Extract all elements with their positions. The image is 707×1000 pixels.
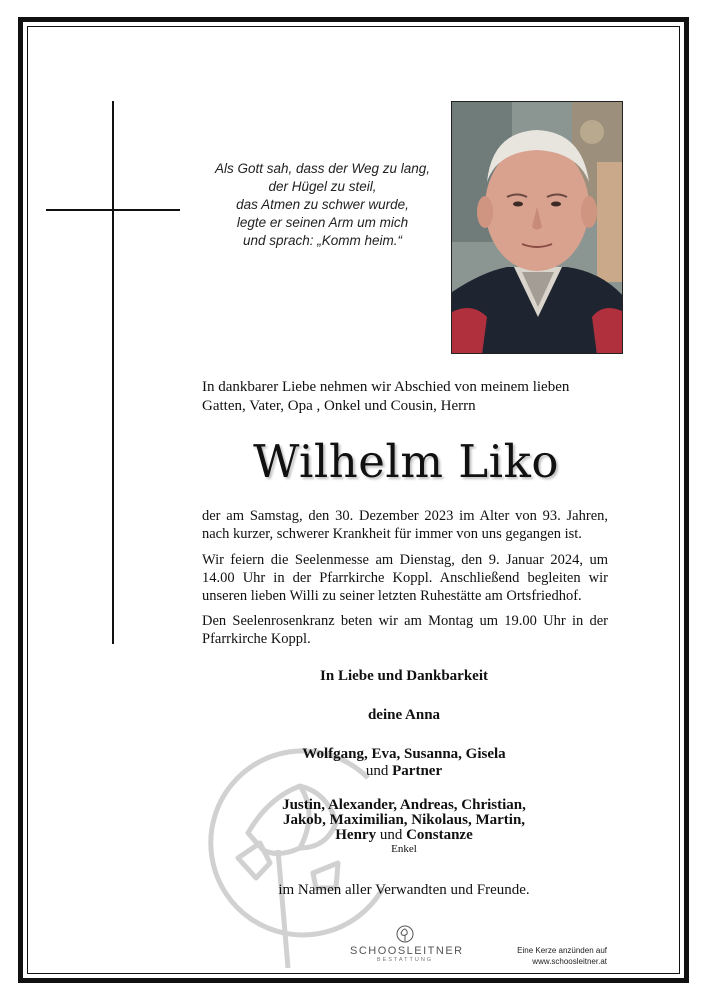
wife-signature: deine Anna — [367, 707, 441, 723]
poem-line: Als Gott sah, dass der Weg zu lang, — [214, 161, 431, 176]
poem-line: das Atmen zu schwer wurde, — [236, 197, 409, 212]
enkel-label: Enkel — [391, 843, 417, 855]
poem-line: der Hügel zu steil, — [268, 179, 377, 194]
death-notice-paragraph: der am Samstag, den 30. Dezember 2023 im Alter von 93. Jahren, nach kurzer, schwerer Krankheit für immer von uns gegangen ist. — [202, 508, 608, 542]
logo-name: SCHOOSLEITNER — [350, 945, 464, 957]
poem — [200, 160, 445, 250]
website-link[interactable]: www.schoosleitner.at — [532, 957, 607, 966]
poem-line: legte er seinen Arm um mich — [236, 215, 409, 230]
partner-line — [200, 763, 608, 780]
funeral-home-logo — [350, 925, 464, 963]
deceased-name: Wilhelm Liko — [253, 435, 559, 488]
grandchildren-line-3 — [200, 827, 608, 844]
relatives-line: im Namen aller Verwandten und Freunde. — [278, 882, 530, 898]
rosary-paragraph: Den Seelenrosenkranz beten wir am Montag um 19.00 Uhr in der Pfarrkirche Koppl. — [202, 613, 608, 647]
cross-vertical-bar — [112, 101, 114, 644]
grandchildren-line-2: Jakob, Maximilian, Nikolaus, Martin, — [282, 812, 526, 828]
logo-subtitle: BESTATTUNG — [376, 957, 434, 963]
intro-text: In dankbarer Liebe nehmen wir Abschied von meinem lieben Gatten, Vater, Opa , Onkel und Cousin, Herrn — [202, 379, 570, 414]
poem-line: und sprach: „Komm heim.“ — [242, 233, 403, 248]
candle-link-block — [497, 945, 607, 967]
rose-logo-icon — [396, 925, 414, 943]
love-and-thanks: In Liebe und Dankbarkeit — [320, 668, 488, 684]
mass-paragraph: Wir feiern die Seelenmesse am Dienstag, den 9. Januar 2024, um 14.00 Uhr in der Pfarrkirche Koppl. Anschließend begleiten wir unseren lieben Willi zu seiner letzten Ruhestätte am Ortsfriedhof. — [202, 552, 608, 604]
grandchild-constanze: Constanze — [406, 827, 473, 843]
grandchild-henry: Henry — [335, 827, 377, 843]
portrait-photo — [451, 101, 623, 354]
candle-text: Eine Kerze anzünden auf — [517, 946, 607, 955]
partner-text: Partner — [392, 763, 443, 779]
children-names: Wolfgang, Eva, Susanna, Gisela — [302, 746, 506, 762]
grandchildren-line-1: Justin, Alexander, Andreas, Christian, — [282, 797, 526, 813]
cross-horizontal-bar — [46, 209, 180, 211]
und-text: und — [365, 763, 389, 779]
und-text: und — [379, 827, 403, 843]
